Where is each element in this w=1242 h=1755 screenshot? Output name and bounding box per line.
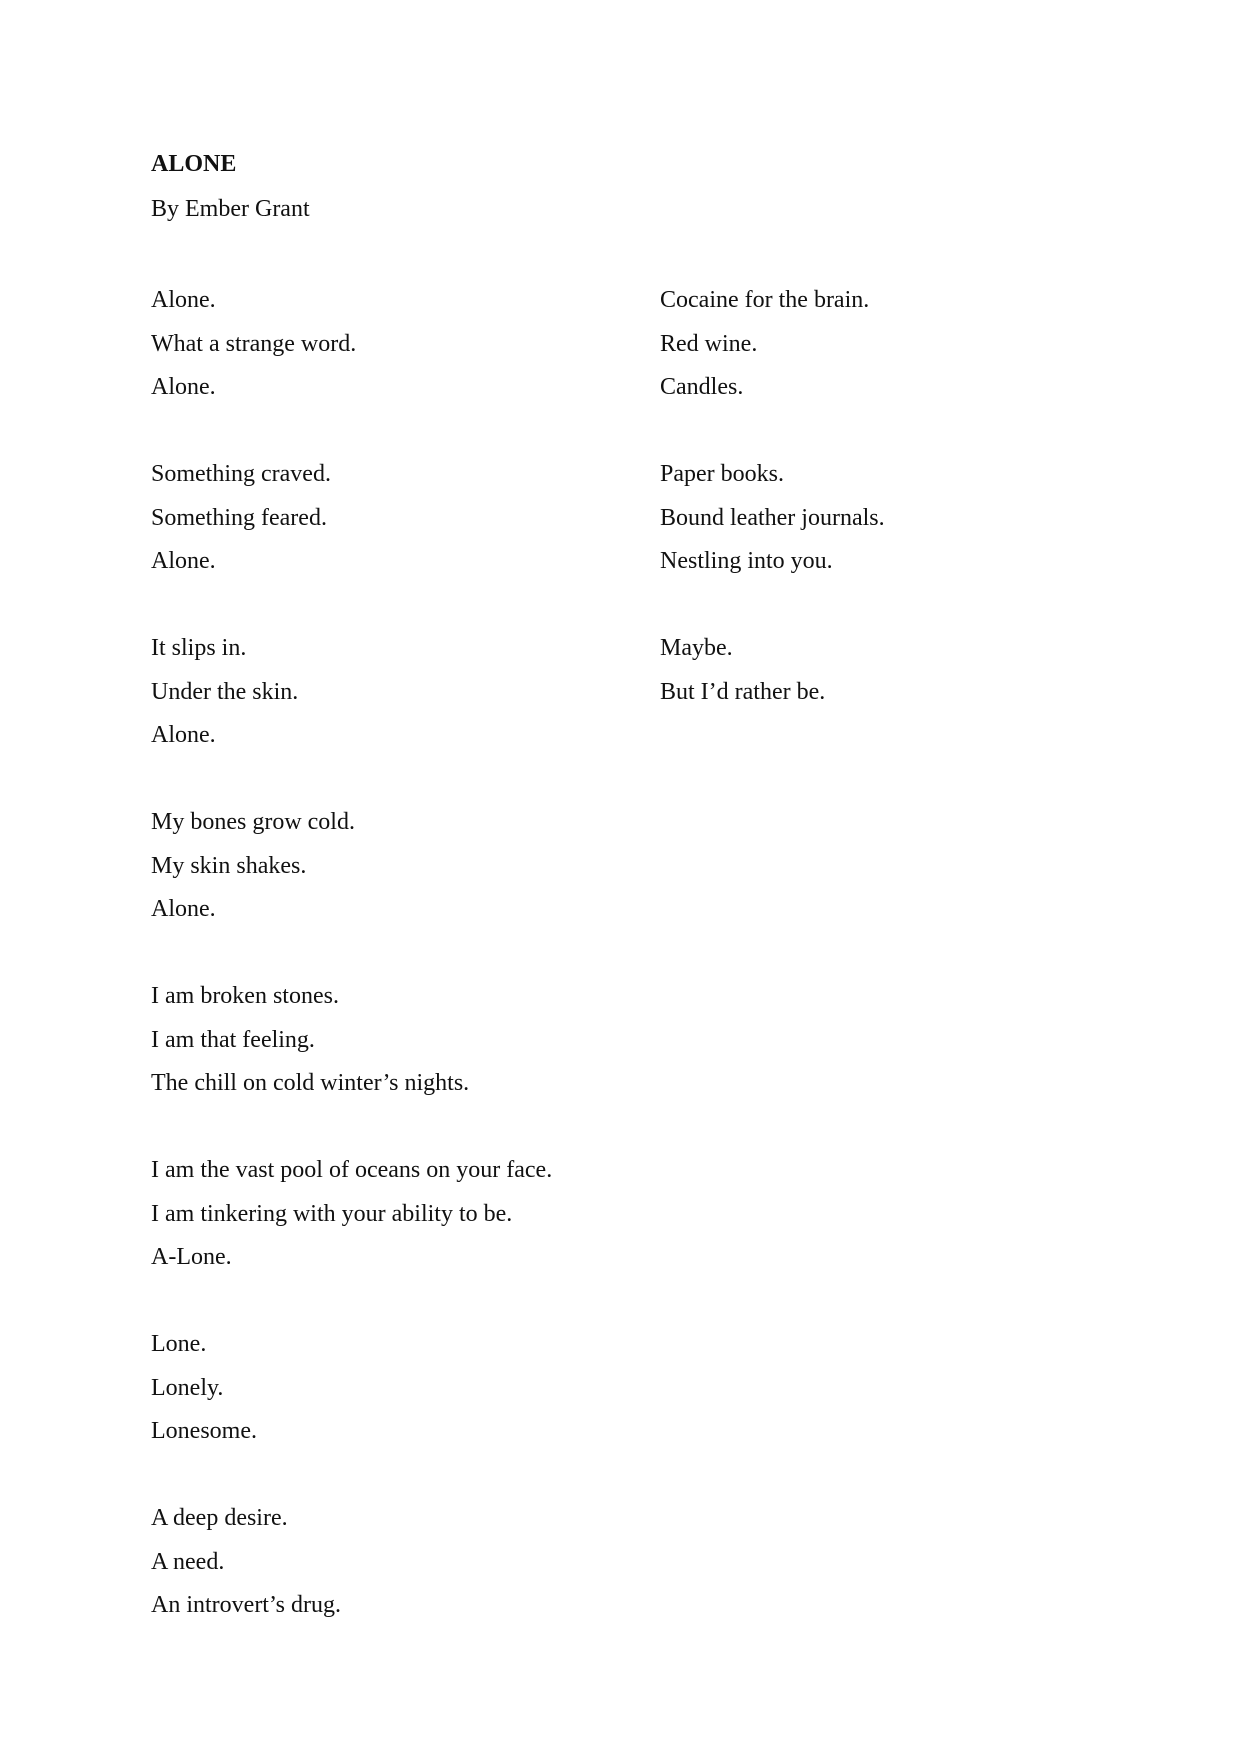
stanza bbox=[151, 1323, 651, 1454]
poem-line: Something feared. bbox=[151, 504, 327, 531]
poem-line: The chill on cold winter’s nights. bbox=[151, 1070, 470, 1096]
poem-line: It slips in. bbox=[151, 635, 247, 661]
stanza bbox=[151, 1497, 651, 1628]
poem-line: An introvert’s drug. bbox=[151, 1592, 341, 1618]
poem-line: Candles. bbox=[660, 374, 744, 400]
poem-line: Something craved. bbox=[151, 461, 331, 487]
poem-line: I am that feeling. bbox=[151, 1026, 315, 1053]
poem-line: I am broken stones. bbox=[151, 983, 339, 1009]
poem-column-right bbox=[660, 279, 1160, 758]
stanza bbox=[660, 279, 1160, 410]
poem-line: Maybe. bbox=[660, 635, 733, 661]
stanza bbox=[151, 1149, 651, 1280]
poem-line: I am the vast pool of oceans on your face. bbox=[151, 1157, 553, 1183]
poem-byline: By Ember Grant bbox=[151, 196, 310, 222]
stanza bbox=[151, 801, 651, 932]
stanza bbox=[660, 627, 1160, 714]
stanza bbox=[151, 279, 651, 410]
poem-line: What a strange word. bbox=[151, 330, 357, 357]
poem-line: Lonely. bbox=[151, 1374, 224, 1401]
poem-line: I am tinkering with your ability to be. bbox=[151, 1200, 513, 1227]
poem-line: Alone. bbox=[151, 722, 216, 748]
poem-line: Cocaine for the brain. bbox=[660, 287, 870, 313]
poem-line: But I’d rather be. bbox=[660, 678, 826, 705]
poem-line: Lone. bbox=[151, 1331, 207, 1357]
poem-line: Paper books. bbox=[660, 461, 784, 487]
stanza bbox=[660, 453, 1160, 584]
poem-line: Alone. bbox=[151, 374, 216, 400]
poem-line: Alone. bbox=[151, 548, 216, 574]
poem-column-left bbox=[151, 279, 651, 1671]
poem-line: Lonesome. bbox=[151, 1418, 257, 1444]
poem-line: Alone. bbox=[151, 896, 216, 922]
poem-line: A-Lone. bbox=[151, 1244, 232, 1270]
poem-line: A need. bbox=[151, 1548, 225, 1575]
poem-line: A deep desire. bbox=[151, 1505, 288, 1531]
stanza bbox=[151, 975, 651, 1106]
poem-line: My skin shakes. bbox=[151, 852, 307, 879]
stanza bbox=[151, 627, 651, 758]
stanza bbox=[151, 453, 651, 584]
poem-title: ALONE bbox=[151, 151, 237, 177]
poem-line: My bones grow cold. bbox=[151, 809, 355, 835]
poem-line: Nestling into you. bbox=[660, 548, 833, 574]
poem-line: Bound leather journals. bbox=[660, 504, 885, 531]
poem-line: Alone. bbox=[151, 287, 216, 313]
poem-line: Red wine. bbox=[660, 330, 758, 357]
poem-line: Under the skin. bbox=[151, 678, 299, 705]
